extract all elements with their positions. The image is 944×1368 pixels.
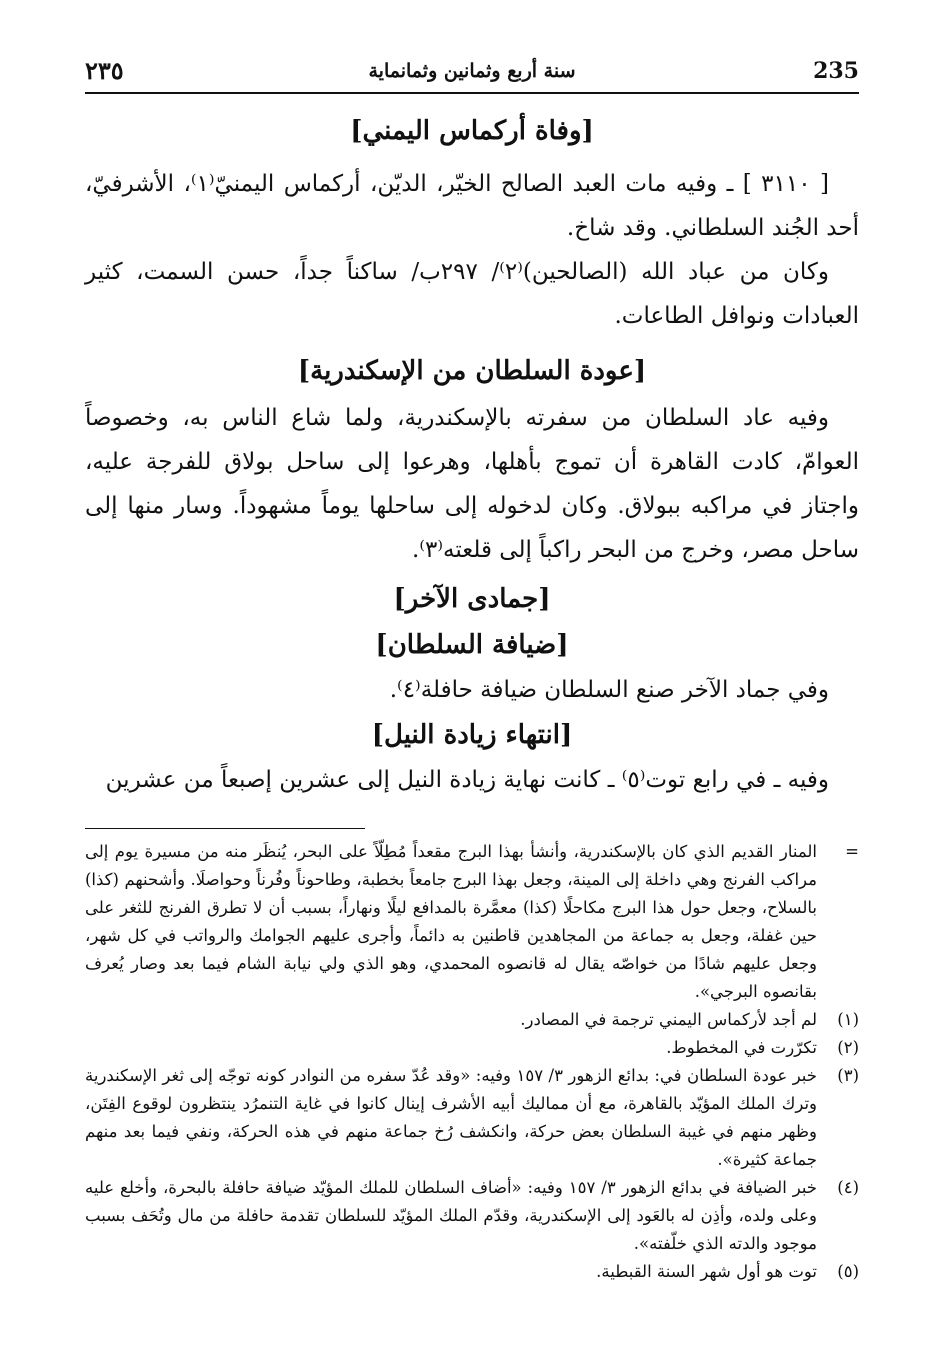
paragraph: وفيه ـ في رابع توت⁽٥⁾ ـ كانت نهاية زيادة النيل إلى عشرين إصبعاً من عشرين <box>105 767 829 793</box>
footnotes <box>85 838 859 1286</box>
main-text <box>85 110 859 802</box>
paragraph: وفيه عاد السلطان من سفرته بالإسكندرية، ولما شاع الناس به، وخصوصاً العوامّ، كادت القاهرة أن تموج بأهلها، وهرعوا إلى ساحل بولاق للفرجة عليه، واجتاز في مراكبه ببولاق. وكان لدخوله إلى ساحلها يوماً مشهوداً. وسار منها إلى ساحل مصر، وخرج من البحر راكباً إلى قلعته⁽٣⁾. <box>85 405 859 563</box>
section-title: [وفاة أركماس اليمني] <box>350 116 594 146</box>
running-title: سنة أربع وثمانين وثمانماية <box>368 60 576 82</box>
footnote-text: خبر الضيافة في بدائع الزهور ٣/ ١٥٧ وفيه: «أضاف السلطان للملك المؤيّد ضيافة حافلة بالبحرة، وأخلع عليه وعلى ولده، وأذِن له بالعَود إلى الإسكندرية، وقدّم الملك المؤيّد للسلطان تقدمة حافلة من مال وتُحَف بسبب موجود والدته الذي خلّفته». <box>85 1178 817 1253</box>
footnote <box>85 1006 859 1034</box>
footnote-divider <box>85 828 365 829</box>
footnote <box>85 838 859 1006</box>
footnote-text: لم أجد لأركماس اليمني ترجمة في المصادر. <box>520 1010 817 1029</box>
page-header <box>85 52 859 94</box>
footnote-number: (٣) <box>837 1066 859 1085</box>
section-title: [انتهاء زيادة النيل] <box>371 720 573 750</box>
footnote-text: توت هو أول شهر السنة القبطية. <box>596 1262 817 1281</box>
paragraph: [ ٣١١٠ ] ـ وفيه مات العبد الصالح الخيّر، الديّن، أركماس اليمنيّ⁽١⁾، الأشرفيّ، أحد الجُند السلطاني. وقد شاخ. <box>85 171 859 241</box>
section-title: [عودة السلطان من الإسكندرية] <box>297 356 647 386</box>
footnote <box>85 1174 859 1258</box>
paragraph: وفي جماد الآخر صنع السلطان ضيافة حافلة⁽٤⁾. <box>389 677 829 703</box>
footnote-number: (٤) <box>837 1178 859 1197</box>
paragraph: وكان من عباد الله (الصالحين)⁽٢⁾/ ٢٩٧ب/ ساكناً جداً، حسن السمت، كثير العبادات ونوافل الطاعات. <box>85 259 859 329</box>
footnote <box>85 1258 859 1286</box>
section-title: [جمادى الآخر] <box>393 584 551 614</box>
footnote <box>85 1034 859 1062</box>
section-title: [ضيافة السلطان] <box>375 630 569 660</box>
footnote-number: (٢) <box>837 1038 859 1057</box>
page-number-arabic: ٢٣٥ <box>85 56 124 85</box>
footnote-text: تكرّرت في المخطوط. <box>666 1038 817 1057</box>
footnote-number: = <box>845 842 859 861</box>
footnote-number: (٥) <box>837 1262 859 1281</box>
footnote <box>85 1062 859 1174</box>
footnote-text: المنار القديم الذي كان بالإسكندرية، وأنشأ بهذا البرج مقعداً مُطِلّاً على البحر، يُنظَر منه من مسيرة يوم إلى مراكب الفرنج وهي داخلة إلى المينة، وجعل بهذا البرج جامعاً بخطبة، وطاحوناً وفُرناً وحواصلَا. وأشحنهم (كذا) بالسلاح، وجعل حول هذا البرج مكاحلًا (كذا) معمَّرة بالمدافع ليلًا ونهاراً، بسبب أن لا تطرق الفرنج للثغر على حين غفلة، وجعل به جماعة من المجاهدين قاطنين به دائماً، وأجرى عليهم الجوامك والرواتب في كل شهر، وجعل عليهم شادًا من خواصّه يقال له قانصوه المحمدي، وهو الذي ولي نيابة الشام فيما بعد وصار يُعرف بقانصوه البرجي». <box>85 842 817 1001</box>
footnote-text: خبر عودة السلطان في: بدائع الزهور ٣/ ١٥٧ وفيه: «وقد عُدّ سفره من النوادر كونه توجّه إلى ثغر الإسكندرية وترك الملك المؤيّد بالقاهرة، مع أن مماليك أبيه الأشرف إينال كانوا في غاية التنمرُد ينتظرون لوقوع الفِتَن، وظهر منهم في غيبة السلطان بعض حركة، وانكشف رُخ جماعة منهم في هذه الحركة، ونفي فيما بعد منهم جماعة كثيرة». <box>85 1066 817 1169</box>
footnote-number: (١) <box>837 1010 859 1029</box>
page-number: 235 <box>813 58 859 84</box>
